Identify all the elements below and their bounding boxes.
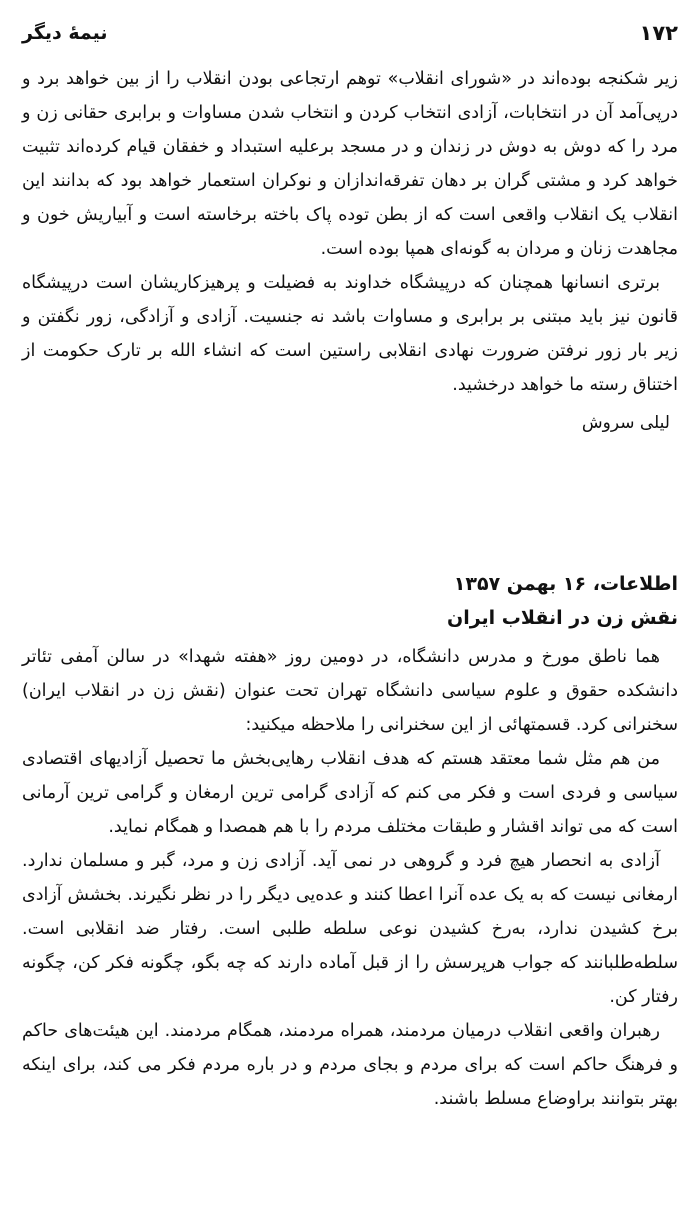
article-paragraph: هما ناطق مورخ و مدرس دانشگاه، در دومین روز «هفته شهدا» در سالن آمفی تئاتر دانشکده حقوق و علوم سیاسی دانشگاه تهران تحت عنوان (نقش زن در انقلاب ایران) سخنرانی کرد. قسمتهائی از این سخنرانی را ملاحظه میکنید:	[22, 647, 678, 735]
book-page	[22, 18, 678, 1193]
article-paragraph: آزادی به انحصار هیچ فرد و گروهی در نمی آید. آزادی زن و مرد، گبر و مسلمان ندارد. ارمغانی نیست که به یک عده آنرا اعطا کنند و عده‌یی دیگر را در نظر نگیرند. بخشش آزادی برخ کشیدن ندارد، به‌رخ کشیدن نوعی سلطه طلبی است. رفتار ضد انقلابی است. سلطه‌طلبانند که جواب هرپرسش را از قبل آماده دارند که چه بگو، چگونه فکر کن، چگونه رفتار کن.	[22, 851, 678, 1007]
body-paragraph: برتری انسانها همچنان که درپیشگاه خداوند به فضیلت و پرهیزکاریشان است درپیشگاه قانون نیز باید مبتنی بر برابری و مساوات باشد نه جنسیت. آزادی و آزادگی، زور نگفتن و زیر بار زور نرفتن ضرورت نهادی انقلابی راستین است که انشاء الله بر تارک حکومت از اختناق رسته ما خواهد درخشید.	[22, 273, 678, 395]
article-source: اطلاعات، ۱۶ بهمن ۱۳۵۷	[453, 573, 678, 595]
continued-letter	[22, 62, 678, 440]
running-title: نیمهٔ دیگر	[22, 22, 108, 44]
body-paragraph: زیر شکنجه بوده‌اند در «شورای انقلاب» توهم ارتجاعی بودن انقلاب را از بین خواهد برد و درپی‌آمد آن در انتخابات، آزادی انتخاب کردن و انتخاب شدن مساوات و برابری حقانی زن و مرد را که دوش به دوش در زندان و در مسجد برعلیه استبداد و خفقان قیام کرده‌اند تثبیت خواهد کرد و مشتی گران بر دهان تفرقه‌اندازان و نوکران استعمار خواهد بود که بدانند این انقلاب یک انقلاب واقعی است که از بطن توده پاک باخته برخاسته است و آبیاریش خون و مجاهدت زنان و مردان به گونه‌ای همپا بوده است.	[22, 69, 678, 259]
article-headline: نقش زن در انقلاب ایران	[446, 607, 678, 629]
page-number: ۱۷۲	[639, 21, 678, 45]
article-paragraph: رهبران واقعی انقلاب درمیان مردمند، همراه مردمند، همگام مردمند. این هیئت‌های حاکم و فرهنگ حاکم است که برای مردم و بجای مردم و در باره مردم فکر می کند، برای اینکه بهتر بتوانند براوضاع مسلط باشند.	[22, 1021, 678, 1109]
newspaper-article	[22, 568, 678, 1116]
article-paragraph: من هم مثل شما معتقد هستم که هدف انقلاب رهایی‌بخش ما تحصیل آزادیهای اقتصادی سیاسی و فردی است و فکر می کنم که آزادی گرامی ترین ارمغان و گرامی ترین آرمانی است که می تواند اقشار و طبقات مختلف مردم را با هم همصدا و همگام نماید.	[22, 749, 678, 837]
page-header	[22, 18, 678, 62]
author-signature: لیلی سروش	[581, 413, 670, 433]
